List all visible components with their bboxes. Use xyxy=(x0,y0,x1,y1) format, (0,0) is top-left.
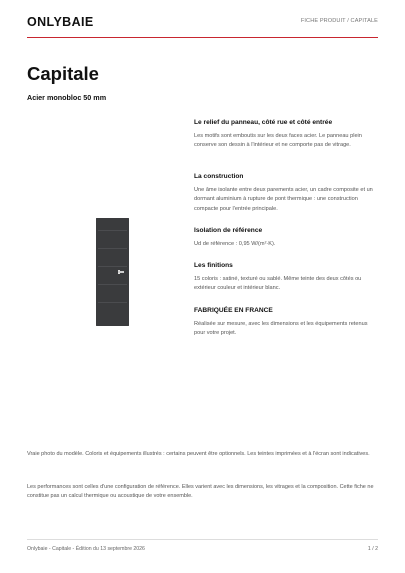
section-relief xyxy=(194,119,375,151)
header-divider xyxy=(27,37,378,38)
section-text: Ud de référence : 0,95 W/(m²·K). xyxy=(194,241,276,247)
product-subtitle: Acier monobloc 50 mm xyxy=(27,93,107,102)
door-illustration-icon xyxy=(96,218,129,326)
section-title: Isolation de référence xyxy=(194,227,263,234)
section-text: Les motifs sont emboutis sur les deux faces acier. Le panneau plein conserve son dessin à l'intérieur et ne comporte pas de vitrage. xyxy=(194,133,362,149)
section-title: FABRIQUÉE EN FRANCE xyxy=(194,307,273,314)
section-text: 15 coloris : satiné, texturé ou sablé. Même teinte des deux côtés ou extérieur couleur et intérieur blanc. xyxy=(194,276,362,292)
section-title: Les finitions xyxy=(194,262,233,269)
section-title: Le relief du panneau, côté rue et côté entrée xyxy=(194,119,333,126)
section-made-in-france xyxy=(194,307,375,339)
section-title: La construction xyxy=(194,173,244,180)
breadcrumb: FICHE PRODUIT / CAPITALE xyxy=(300,18,378,24)
brand-logo: ONLYBAIE xyxy=(27,15,94,29)
footer-divider xyxy=(27,539,378,540)
photo-note: Vraie photo du modèle. Coloris et équipements illustrés : certains peuvent être optionnels. Les teintes imprimées et à l'écran sont indicatives. xyxy=(27,451,370,457)
page-number: 1 / 2 xyxy=(367,546,378,552)
section-finitions xyxy=(194,262,375,294)
door-groove xyxy=(98,248,127,249)
section-text: Une âme isolante entre deux parements acier, un cadre composite et un dormant aluminium à rupture de pont thermique : une construction compacte pour l'entrée principale. xyxy=(194,187,373,212)
section-text: Réalisée sur mesure, avec les dimensions et les équipements retenus pour votre projet. xyxy=(194,321,368,337)
door-groove xyxy=(98,284,127,285)
door-groove xyxy=(98,230,127,231)
section-construction xyxy=(194,173,375,214)
door-handle-icon xyxy=(118,271,124,273)
page-title: Capitale xyxy=(27,63,99,84)
performance-note: Les performances sont celles d'une configuration de référence. Elles varient avec les dimensions, les vitrages et la composition. Cette fiche ne constitue pas un calcul thermique ou acoustique de votre ensemble. xyxy=(27,484,374,499)
footer-edition: Onlybaie - Capitale - Édition du 13 septembre 2026 xyxy=(27,546,145,552)
door-groove xyxy=(98,302,127,303)
door-groove xyxy=(98,266,127,267)
section-isolation xyxy=(194,227,375,249)
